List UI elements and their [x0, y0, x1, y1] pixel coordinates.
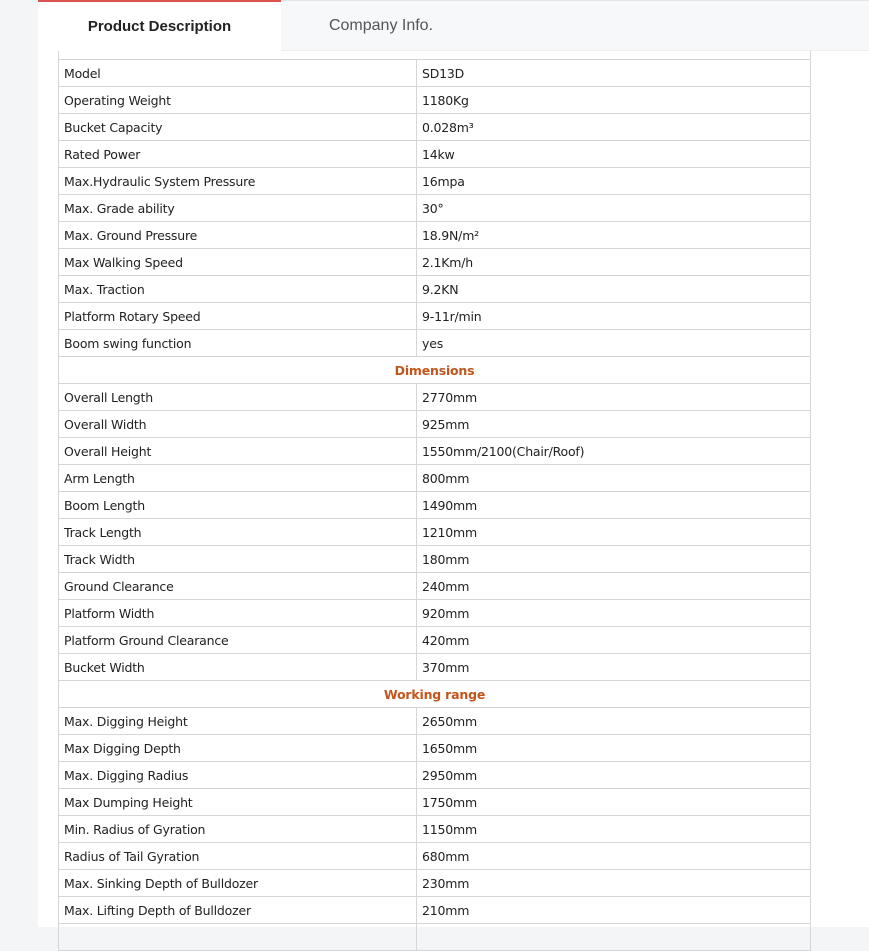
spec-value: SD13D [417, 60, 811, 87]
table-row [59, 546, 811, 573]
spec-name: Max.Hydraulic System Pressure [59, 168, 417, 195]
spec-value: 0.028m³ [417, 114, 811, 141]
table-row [59, 573, 811, 600]
spec-name [59, 924, 417, 951]
spec-name: Overall Length [59, 384, 417, 411]
section-title: Working range [59, 681, 811, 708]
spec-value [417, 924, 811, 951]
table-row [59, 141, 811, 168]
spec-name: Track Length [59, 519, 417, 546]
table-row [59, 411, 811, 438]
table-row [59, 222, 811, 249]
spec-name: Max. Digging Radius [59, 762, 417, 789]
spec-value: 1150mm [417, 816, 811, 843]
tab-product-description[interactable]: Product Description [38, 0, 281, 51]
spec-value: 800mm [417, 465, 811, 492]
spec-name: Max Dumping Height [59, 789, 417, 816]
spec-name: Rated Power [59, 141, 417, 168]
table-row [59, 897, 811, 924]
table-row [59, 789, 811, 816]
table-row [59, 465, 811, 492]
spec-value: 920mm [417, 600, 811, 627]
specs-table [58, 32, 811, 951]
table-row [59, 492, 811, 519]
table-row [59, 735, 811, 762]
table-row [59, 870, 811, 897]
spec-name: Boom swing function [59, 330, 417, 357]
spec-value: 9.2KN [417, 276, 811, 303]
spec-name: Model [59, 60, 417, 87]
table-row [59, 762, 811, 789]
spec-name: Arm Length [59, 465, 417, 492]
spec-value: 1180Kg [417, 87, 811, 114]
spec-name: Track Width [59, 546, 417, 573]
spec-value: 18.9N/m² [417, 222, 811, 249]
spec-value: 1490mm [417, 492, 811, 519]
spec-value: 2650mm [417, 708, 811, 735]
spec-name: Ground Clearance [59, 573, 417, 600]
table-row [59, 627, 811, 654]
spec-value: 420mm [417, 627, 811, 654]
spec-value: 9-11r/min [417, 303, 811, 330]
table-row [59, 249, 811, 276]
spec-value: 1750mm [417, 789, 811, 816]
spec-value: 240mm [417, 573, 811, 600]
spec-value: 2.1Km/h [417, 249, 811, 276]
table-row [59, 654, 811, 681]
spec-name: Max Walking Speed [59, 249, 417, 276]
table-row [59, 519, 811, 546]
tab-bar [38, 0, 869, 51]
table-row [59, 168, 811, 195]
section-title: Dimensions [59, 357, 811, 384]
spec-name: Overall Height [59, 438, 417, 465]
spec-value: 1550mm/2100(Chair/Roof) [417, 438, 811, 465]
spec-name: Max. Ground Pressure [59, 222, 417, 249]
section-row [59, 357, 811, 384]
table-row [59, 276, 811, 303]
spec-value: 1210mm [417, 519, 811, 546]
spec-name: Platform Width [59, 600, 417, 627]
spec-name: Operating Weight [59, 87, 417, 114]
spec-name: Boom Length [59, 492, 417, 519]
table-row [59, 843, 811, 870]
spec-value: yes [417, 330, 811, 357]
spec-value: 2950mm [417, 762, 811, 789]
spec-name: Max. Sinking Depth of Bulldozer [59, 870, 417, 897]
table-row [59, 303, 811, 330]
spec-value: 1650mm [417, 735, 811, 762]
spec-name: Max. Grade ability [59, 195, 417, 222]
table-row [59, 708, 811, 735]
spec-value: 2770mm [417, 384, 811, 411]
spec-name: Platform Ground Clearance [59, 627, 417, 654]
spec-value: 925mm [417, 411, 811, 438]
table-row [59, 438, 811, 465]
table-row [59, 114, 811, 141]
spec-value: 30° [417, 195, 811, 222]
spec-name: Bucket Width [59, 654, 417, 681]
tab-company-info[interactable]: Company Info. [328, 17, 434, 34]
spec-name: Max Digging Depth [59, 735, 417, 762]
spec-name: Max. Traction [59, 276, 417, 303]
table-row [59, 924, 811, 951]
spec-name: Max. Digging Height [59, 708, 417, 735]
table-row [59, 330, 811, 357]
spec-value: 14kw [417, 141, 811, 168]
table-row [59, 87, 811, 114]
spec-name: Bucket Capacity [59, 114, 417, 141]
spec-name: Min. Radius of Gyration [59, 816, 417, 843]
spec-name: Max. Lifting Depth of Bulldozer [59, 897, 417, 924]
spec-value: 370mm [417, 654, 811, 681]
table-row [59, 60, 811, 87]
table-row [59, 816, 811, 843]
spec-value: 180mm [417, 546, 811, 573]
spec-value: 680mm [417, 843, 811, 870]
spec-name: Radius of Tail Gyration [59, 843, 417, 870]
spec-name: Platform Rotary Speed [59, 303, 417, 330]
spec-value: 16mpa [417, 168, 811, 195]
spec-name: Overall Width [59, 411, 417, 438]
spec-value: 210mm [417, 897, 811, 924]
table-row [59, 195, 811, 222]
table-row [59, 384, 811, 411]
section-row [59, 681, 811, 708]
spec-value: 230mm [417, 870, 811, 897]
table-row [59, 600, 811, 627]
